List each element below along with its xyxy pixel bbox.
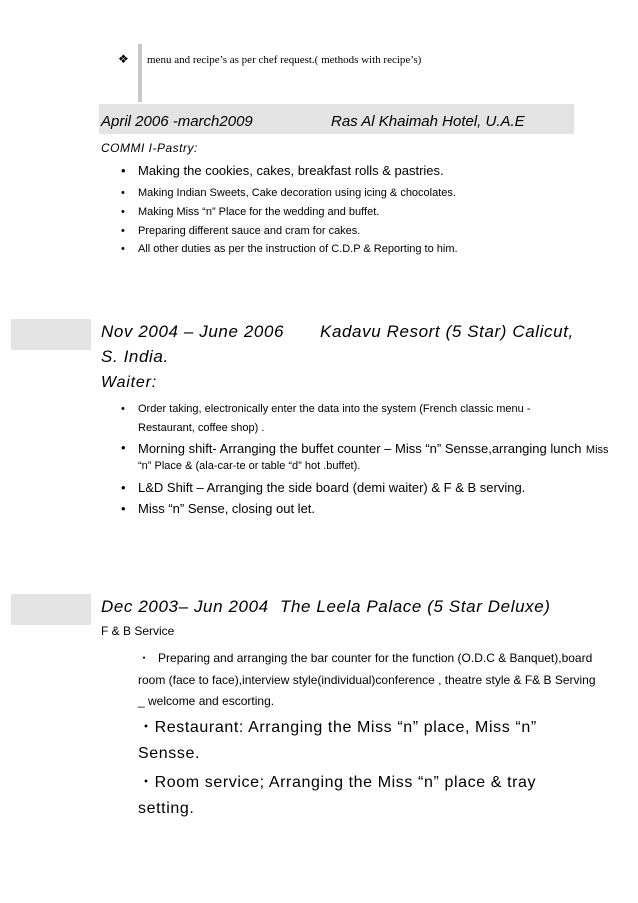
duty-continuation: Sensse. (138, 745, 201, 762)
job1-dates: April 2006 -march2009 (101, 113, 253, 130)
duty-text: Room service; Arranging the Miss “n” place & tray (154, 774, 537, 791)
list-item (121, 206, 380, 218)
bullet-icon: • (121, 440, 126, 455)
list-item (121, 163, 444, 178)
duty-text: Restaurant: Arranging the Miss “n” place, Miss “n” (154, 719, 537, 736)
duty-continuation: room (face to face),interview style(individual)conference , theatre style & F& B Serving (138, 673, 596, 687)
duty-text: Preparing and arranging the bar counter for the function (O.D.C & Banquet),board (158, 651, 593, 665)
bullet-icon: • (121, 403, 125, 415)
job2-employer-cont: S. India. (101, 347, 169, 366)
bullet-icon: • (121, 206, 125, 218)
list-item (138, 715, 537, 741)
list-item (121, 501, 316, 516)
dot-marker-icon: ・ (138, 719, 155, 736)
duty-text-tail: Miss (585, 444, 609, 456)
bullet-icon: • (121, 163, 126, 178)
list-item (121, 480, 526, 495)
bullet-icon: • (121, 480, 126, 495)
duty-continuation: setting. (138, 800, 195, 817)
list-item (121, 225, 361, 237)
duty-text: Order taking, electronically enter the data into the system (French classic menu - (138, 403, 531, 415)
list-item (138, 647, 592, 669)
bullet-icon: • (121, 501, 126, 516)
job1-role: COMMI I-Pastry: (101, 141, 198, 155)
job3-dates: Dec 2003– Jun 2004 (101, 597, 269, 616)
list-item (121, 243, 458, 255)
job3-role: F & B Service (101, 624, 175, 638)
duty-text: All other duties as per the instruction of C.D.P & Reporting to him. (138, 243, 458, 255)
duty-continuation: “n” Place & (ala-car-te or table “d” hot .buffet). (138, 460, 361, 472)
job2-employer: Kadavu Resort (5 Star) Calicut, (320, 322, 574, 341)
duty-continuation: Restaurant, coffee shop) . (138, 422, 265, 434)
duty-text: Miss “n” Sense, closing out let. (138, 501, 316, 516)
job2-role: Waiter: (101, 374, 157, 391)
bullet-icon: • (121, 225, 125, 237)
duty-text: Morning shift- Arranging the buffet counter – Miss “n” Sensse,arranging lunch (138, 441, 582, 456)
duty-continuation: _ welcome and escorting. (138, 694, 275, 708)
list-item (138, 770, 536, 796)
duty-text: Making Indian Sweets, Cake decoration using icing & chocolates. (138, 187, 456, 199)
top-bullet-text: menu and recipe’s as per chef request.( methods with recipe’s) (147, 54, 422, 66)
duty-text: Making the cookies, cakes, breakfast rolls & pastries. (138, 163, 444, 178)
dot-marker-icon: ・ (138, 651, 151, 665)
duty-text: L&D Shift – Arranging the side board (demi waiter) & F & B serving. (138, 480, 526, 495)
job1-employer: Ras Al Khaimah Hotel, U.A.E (331, 113, 525, 130)
bullet-icon: • (121, 187, 125, 199)
job3-employer: The Leela Palace (5 Star Deluxe) (280, 597, 551, 616)
list-item (121, 440, 609, 458)
list-item (121, 187, 456, 199)
bullet-icon: • (121, 243, 125, 255)
duty-text: Preparing different sauce and cram for cakes. (138, 225, 361, 237)
left-rule (138, 44, 142, 102)
diamond-bullet-icon: ❖ (118, 52, 129, 66)
job3-side-band (11, 594, 91, 625)
list-item (121, 403, 531, 415)
job2-side-band (11, 319, 91, 350)
dot-marker-icon: ・ (138, 774, 155, 791)
job2-dates: Nov 2004 – June 2006 (101, 322, 285, 341)
duty-text: Making Miss “n” Place for the wedding and buffet. (138, 206, 380, 218)
